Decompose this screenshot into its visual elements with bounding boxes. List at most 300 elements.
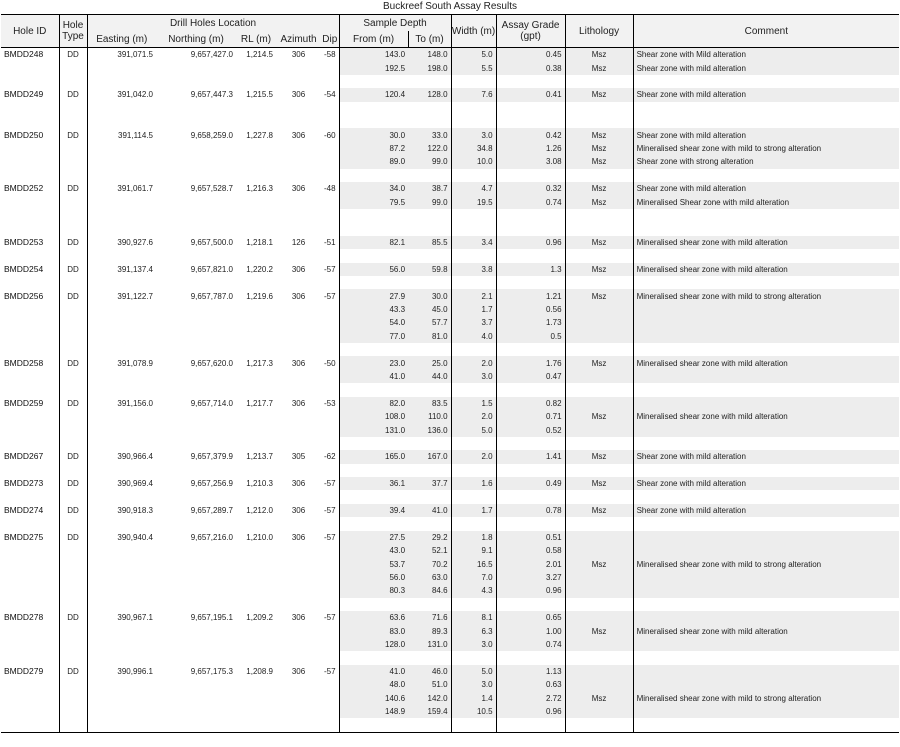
cell-hole-type: DD — [59, 450, 87, 463]
cell-width: 3.8 — [451, 263, 496, 276]
cell-to: 51.0 — [408, 678, 451, 691]
cell-dip — [321, 142, 339, 155]
cell-from — [339, 209, 408, 222]
cell-from — [339, 276, 408, 289]
cell-northing — [156, 222, 236, 235]
cell-width: 19.5 — [451, 195, 496, 208]
cell-from: 82.1 — [339, 236, 408, 249]
cell-lithology — [565, 222, 633, 235]
header-comment: Comment — [633, 15, 899, 48]
cell-width — [451, 598, 496, 611]
header-easting: Easting (m) — [87, 31, 156, 48]
cell-comment — [633, 316, 899, 329]
table-row — [1, 437, 899, 450]
cell-from: 54.0 — [339, 316, 408, 329]
cell-width — [451, 651, 496, 664]
cell-grade: 0.32 — [496, 182, 565, 195]
cell-grade: 0.78 — [496, 504, 565, 517]
cell-to: 44.0 — [408, 370, 451, 383]
header-depth-group: Sample Depth — [339, 15, 451, 32]
cell-azimuth — [276, 571, 321, 584]
cell-width — [451, 222, 496, 235]
cell-from: 36.1 — [339, 477, 408, 490]
cell-northing: 9,657,821.0 — [156, 263, 236, 276]
cell-rl: 1,210.0 — [236, 531, 276, 544]
cell-to — [408, 464, 451, 477]
cell-grade: 0.5 — [496, 330, 565, 343]
cell-hole-type — [59, 410, 87, 423]
cell-hole-type: DD — [59, 356, 87, 369]
cell-dip: -57 — [321, 611, 339, 624]
header-to: To (m) — [408, 31, 451, 48]
cell-easting — [87, 155, 156, 168]
cell-from: 56.0 — [339, 571, 408, 584]
cell-rl: 1,215.5 — [236, 88, 276, 101]
cell-hole-id — [1, 437, 59, 450]
cell-to: 136.0 — [408, 423, 451, 436]
cell-comment: Mineralised shear zone with mild alteration — [633, 263, 899, 276]
cell-comment — [633, 222, 899, 235]
cell-from: 41.0 — [339, 665, 408, 678]
table-row — [1, 330, 899, 343]
cell-easting — [87, 383, 156, 396]
cell-northing — [156, 638, 236, 651]
cell-rl — [236, 155, 276, 168]
cell-width: 1.7 — [451, 504, 496, 517]
cell-grade: 0.65 — [496, 611, 565, 624]
cell-width: 5.5 — [451, 61, 496, 74]
cell-dip — [321, 209, 339, 222]
cell-to: 122.0 — [408, 142, 451, 155]
cell-grade: 1.41 — [496, 450, 565, 463]
cell-easting: 390,940.4 — [87, 531, 156, 544]
cell-from: 80.3 — [339, 584, 408, 597]
cell-lithology — [565, 249, 633, 262]
cell-grade — [496, 222, 565, 235]
cell-northing: 9,657,787.0 — [156, 289, 236, 302]
cell-to — [408, 517, 451, 530]
cell-northing — [156, 692, 236, 705]
cell-grade: 0.96 — [496, 584, 565, 597]
cell-width — [451, 718, 496, 732]
cell-lithology — [565, 209, 633, 222]
cell-dip — [321, 383, 339, 396]
cell-width: 1.6 — [451, 477, 496, 490]
cell-comment — [633, 102, 899, 115]
cell-azimuth: 306 — [276, 263, 321, 276]
cell-from — [339, 102, 408, 115]
cell-easting: 390,966.4 — [87, 450, 156, 463]
cell-azimuth — [276, 370, 321, 383]
cell-northing — [156, 276, 236, 289]
cell-width: 7.6 — [451, 88, 496, 101]
cell-northing — [156, 705, 236, 718]
cell-lithology — [565, 678, 633, 691]
cell-grade: 0.82 — [496, 397, 565, 410]
cell-hole-id — [1, 598, 59, 611]
cell-northing: 9,657,500.0 — [156, 236, 236, 249]
cell-rl: 1,208.9 — [236, 665, 276, 678]
cell-lithology — [565, 571, 633, 584]
cell-dip — [321, 169, 339, 182]
cell-hole-id: BMDD253 — [1, 236, 59, 249]
cell-easting — [87, 249, 156, 262]
cell-from: 131.0 — [339, 423, 408, 436]
cell-hole-id — [1, 692, 59, 705]
cell-from — [339, 75, 408, 88]
cell-azimuth — [276, 303, 321, 316]
cell-from: 30.0 — [339, 128, 408, 141]
cell-comment: Shear zone with mild alteration — [633, 477, 899, 490]
cell-hole-type — [59, 423, 87, 436]
cell-azimuth: 306 — [276, 182, 321, 195]
cell-azimuth — [276, 423, 321, 436]
cell-to: 131.0 — [408, 638, 451, 651]
cell-from: 77.0 — [339, 330, 408, 343]
cell-comment: Shear zone with Mild alteration — [633, 48, 899, 62]
cell-dip — [321, 638, 339, 651]
header-hole-id: Hole ID — [1, 15, 59, 48]
cell-azimuth — [276, 490, 321, 503]
cell-easting — [87, 370, 156, 383]
cell-hole-type — [59, 155, 87, 168]
cell-comment — [633, 611, 899, 624]
cell-to: 99.0 — [408, 195, 451, 208]
cell-rl: 1,220.2 — [236, 263, 276, 276]
table-row — [1, 531, 899, 544]
cell-northing — [156, 584, 236, 597]
cell-width: 3.0 — [451, 678, 496, 691]
cell-rl — [236, 195, 276, 208]
cell-to: 71.6 — [408, 611, 451, 624]
cell-width: 8.1 — [451, 611, 496, 624]
cell-hole-type — [59, 544, 87, 557]
cell-northing: 9,657,427.0 — [156, 48, 236, 62]
cell-comment: Shear zone with mild alteration — [633, 504, 899, 517]
cell-azimuth — [276, 544, 321, 557]
cell-comment — [633, 598, 899, 611]
cell-dip — [321, 195, 339, 208]
cell-to: 128.0 — [408, 88, 451, 101]
cell-lithology — [565, 531, 633, 544]
cell-grade: 1.13 — [496, 665, 565, 678]
cell-grade: 0.49 — [496, 477, 565, 490]
cell-azimuth: 306 — [276, 531, 321, 544]
table-row — [1, 598, 899, 611]
cell-width: 1.7 — [451, 303, 496, 316]
table-row — [1, 316, 899, 329]
cell-northing: 9,657,620.0 — [156, 356, 236, 369]
table-row — [1, 142, 899, 155]
cell-comment: Mineralised shear zone with mild alteration — [633, 356, 899, 369]
cell-azimuth — [276, 316, 321, 329]
cell-rl — [236, 490, 276, 503]
cell-northing — [156, 410, 236, 423]
cell-lithology — [565, 115, 633, 128]
cell-from: 148.9 — [339, 705, 408, 718]
cell-grade: 3.27 — [496, 571, 565, 584]
table-row — [1, 517, 899, 530]
cell-hole-id — [1, 584, 59, 597]
cell-dip — [321, 423, 339, 436]
cell-hole-id — [1, 155, 59, 168]
cell-hole-id — [1, 464, 59, 477]
cell-dip — [321, 705, 339, 718]
cell-azimuth — [276, 557, 321, 570]
cell-hole-type — [59, 249, 87, 262]
cell-easting: 391,122.7 — [87, 289, 156, 302]
cell-to: 57.7 — [408, 316, 451, 329]
cell-rl: 1,219.6 — [236, 289, 276, 302]
cell-azimuth — [276, 209, 321, 222]
cell-rl: 1,217.3 — [236, 356, 276, 369]
cell-grade: 2.72 — [496, 692, 565, 705]
cell-easting — [87, 195, 156, 208]
cell-dip: -57 — [321, 665, 339, 678]
cell-easting — [87, 276, 156, 289]
table-row — [1, 88, 899, 101]
cell-northing — [156, 598, 236, 611]
cell-hole-id: BMDD259 — [1, 397, 59, 410]
cell-lithology: Msz — [565, 356, 633, 369]
cell-comment: Shear zone with mild alteration — [633, 88, 899, 101]
cell-lithology — [565, 276, 633, 289]
table-row — [1, 75, 899, 88]
cell-comment: Mineralised Shear zone with mild alteration — [633, 195, 899, 208]
cell-hole-id — [1, 544, 59, 557]
cell-dip: -51 — [321, 236, 339, 249]
cell-dip — [321, 316, 339, 329]
cell-azimuth — [276, 75, 321, 88]
cell-dip — [321, 155, 339, 168]
cell-to — [408, 437, 451, 450]
cell-grade: 1.73 — [496, 316, 565, 329]
cell-dip — [321, 678, 339, 691]
cell-azimuth — [276, 692, 321, 705]
table-row — [1, 692, 899, 705]
cell-comment — [633, 665, 899, 678]
cell-from: 56.0 — [339, 263, 408, 276]
cell-hole-type — [59, 316, 87, 329]
cell-to — [408, 718, 451, 732]
cell-rl — [236, 517, 276, 530]
cell-from — [339, 517, 408, 530]
cell-comment — [633, 517, 899, 530]
cell-azimuth — [276, 410, 321, 423]
table-row — [1, 624, 899, 637]
header-rl: RL (m) — [236, 31, 276, 48]
cell-dip — [321, 115, 339, 128]
cell-grade — [496, 598, 565, 611]
table-row — [1, 61, 899, 74]
cell-rl: 1,227.8 — [236, 128, 276, 141]
cell-azimuth: 306 — [276, 611, 321, 624]
cell-dip: -57 — [321, 477, 339, 490]
cell-grade: 0.74 — [496, 195, 565, 208]
cell-rl — [236, 544, 276, 557]
cell-northing — [156, 718, 236, 732]
cell-easting — [87, 303, 156, 316]
cell-rl — [236, 222, 276, 235]
cell-azimuth — [276, 638, 321, 651]
cell-hole-type — [59, 557, 87, 570]
cell-hole-id — [1, 705, 59, 718]
cell-azimuth: 306 — [276, 88, 321, 101]
header-lithology: Lithology — [565, 15, 633, 48]
cell-from — [339, 598, 408, 611]
cell-dip — [321, 303, 339, 316]
cell-rl — [236, 557, 276, 570]
cell-azimuth — [276, 61, 321, 74]
cell-lithology: Msz — [565, 155, 633, 168]
cell-hole-type: DD — [59, 263, 87, 276]
table-row — [1, 571, 899, 584]
cell-from — [339, 343, 408, 356]
cell-hole-type — [59, 142, 87, 155]
cell-width: 7.0 — [451, 571, 496, 584]
cell-northing — [156, 303, 236, 316]
cell-northing — [156, 557, 236, 570]
cell-to — [408, 383, 451, 396]
cell-lithology: Msz — [565, 289, 633, 302]
cell-azimuth — [276, 155, 321, 168]
cell-comment — [633, 678, 899, 691]
cell-azimuth — [276, 330, 321, 343]
table-row — [1, 490, 899, 503]
cell-easting — [87, 692, 156, 705]
cell-hole-id — [1, 423, 59, 436]
cell-hole-type — [59, 705, 87, 718]
cell-northing — [156, 370, 236, 383]
cell-hole-type: DD — [59, 48, 87, 62]
cell-rl: 1,217.7 — [236, 397, 276, 410]
cell-hole-type: DD — [59, 128, 87, 141]
cell-dip — [321, 490, 339, 503]
cell-lithology — [565, 544, 633, 557]
cell-easting — [87, 464, 156, 477]
cell-comment — [633, 397, 899, 410]
cell-rl — [236, 142, 276, 155]
cell-comment: Mineralised shear zone with mild alteration — [633, 236, 899, 249]
cell-from — [339, 651, 408, 664]
cell-width: 34.8 — [451, 142, 496, 155]
cell-comment: Shear zone with strong alteration — [633, 155, 899, 168]
cell-easting: 391,156.0 — [87, 397, 156, 410]
cell-hole-type — [59, 370, 87, 383]
cell-easting — [87, 705, 156, 718]
cell-northing — [156, 102, 236, 115]
cell-azimuth — [276, 343, 321, 356]
cell-width: 3.0 — [451, 638, 496, 651]
cell-from: 87.2 — [339, 142, 408, 155]
cell-from: 48.0 — [339, 678, 408, 691]
table-row — [1, 370, 899, 383]
cell-from: 43.0 — [339, 544, 408, 557]
cell-width — [451, 169, 496, 182]
cell-hole-id: BMDD249 — [1, 88, 59, 101]
cell-to: 85.5 — [408, 236, 451, 249]
cell-to: 89.3 — [408, 624, 451, 637]
cell-to: 99.0 — [408, 155, 451, 168]
table-row — [1, 195, 899, 208]
cell-northing — [156, 75, 236, 88]
table-row — [1, 182, 899, 195]
cell-comment — [633, 651, 899, 664]
cell-dip: -57 — [321, 504, 339, 517]
cell-from — [339, 718, 408, 732]
cell-hole-id — [1, 276, 59, 289]
cell-azimuth — [276, 718, 321, 732]
cell-rl — [236, 718, 276, 732]
cell-northing — [156, 142, 236, 155]
cell-dip: -48 — [321, 182, 339, 195]
cell-hole-id — [1, 718, 59, 732]
cell-lithology — [565, 397, 633, 410]
cell-width: 3.0 — [451, 370, 496, 383]
table-row — [1, 155, 899, 168]
cell-lithology — [565, 517, 633, 530]
table-row — [1, 383, 899, 396]
table-row — [1, 504, 899, 517]
cell-rl — [236, 464, 276, 477]
cell-width — [451, 102, 496, 115]
cell-dip — [321, 584, 339, 597]
cell-grade — [496, 718, 565, 732]
cell-azimuth — [276, 598, 321, 611]
cell-hole-type — [59, 517, 87, 530]
cell-easting — [87, 61, 156, 74]
cell-comment: Mineralised shear zone with mild to strong alteration — [633, 557, 899, 570]
cell-dip — [321, 330, 339, 343]
cell-easting: 391,078.9 — [87, 356, 156, 369]
cell-hole-id — [1, 624, 59, 637]
cell-to — [408, 209, 451, 222]
cell-azimuth — [276, 195, 321, 208]
cell-rl — [236, 383, 276, 396]
cell-northing — [156, 61, 236, 74]
cell-rl — [236, 598, 276, 611]
cell-dip — [321, 370, 339, 383]
cell-from: 27.5 — [339, 531, 408, 544]
cell-northing — [156, 678, 236, 691]
cell-hole-type: DD — [59, 531, 87, 544]
cell-lithology: Msz — [565, 504, 633, 517]
cell-from: 89.0 — [339, 155, 408, 168]
cell-hole-type — [59, 169, 87, 182]
cell-azimuth — [276, 464, 321, 477]
cell-rl: 1,216.3 — [236, 182, 276, 195]
cell-rl — [236, 330, 276, 343]
cell-azimuth: 306 — [276, 48, 321, 62]
cell-hole-id: BMDD252 — [1, 182, 59, 195]
cell-azimuth: 306 — [276, 665, 321, 678]
cell-width: 4.0 — [451, 330, 496, 343]
cell-comment — [633, 383, 899, 396]
cell-azimuth: 306 — [276, 504, 321, 517]
cell-to — [408, 249, 451, 262]
cell-grade: 0.52 — [496, 423, 565, 436]
cell-comment — [633, 303, 899, 316]
table-title: Buckreef South Assay Results — [383, 1, 517, 12]
cell-northing — [156, 517, 236, 530]
cell-grade — [496, 437, 565, 450]
cell-hole-type — [59, 651, 87, 664]
cell-width — [451, 437, 496, 450]
cell-comment — [633, 423, 899, 436]
cell-grade — [496, 517, 565, 530]
cell-hole-type — [59, 692, 87, 705]
cell-northing: 9,657,195.1 — [156, 611, 236, 624]
